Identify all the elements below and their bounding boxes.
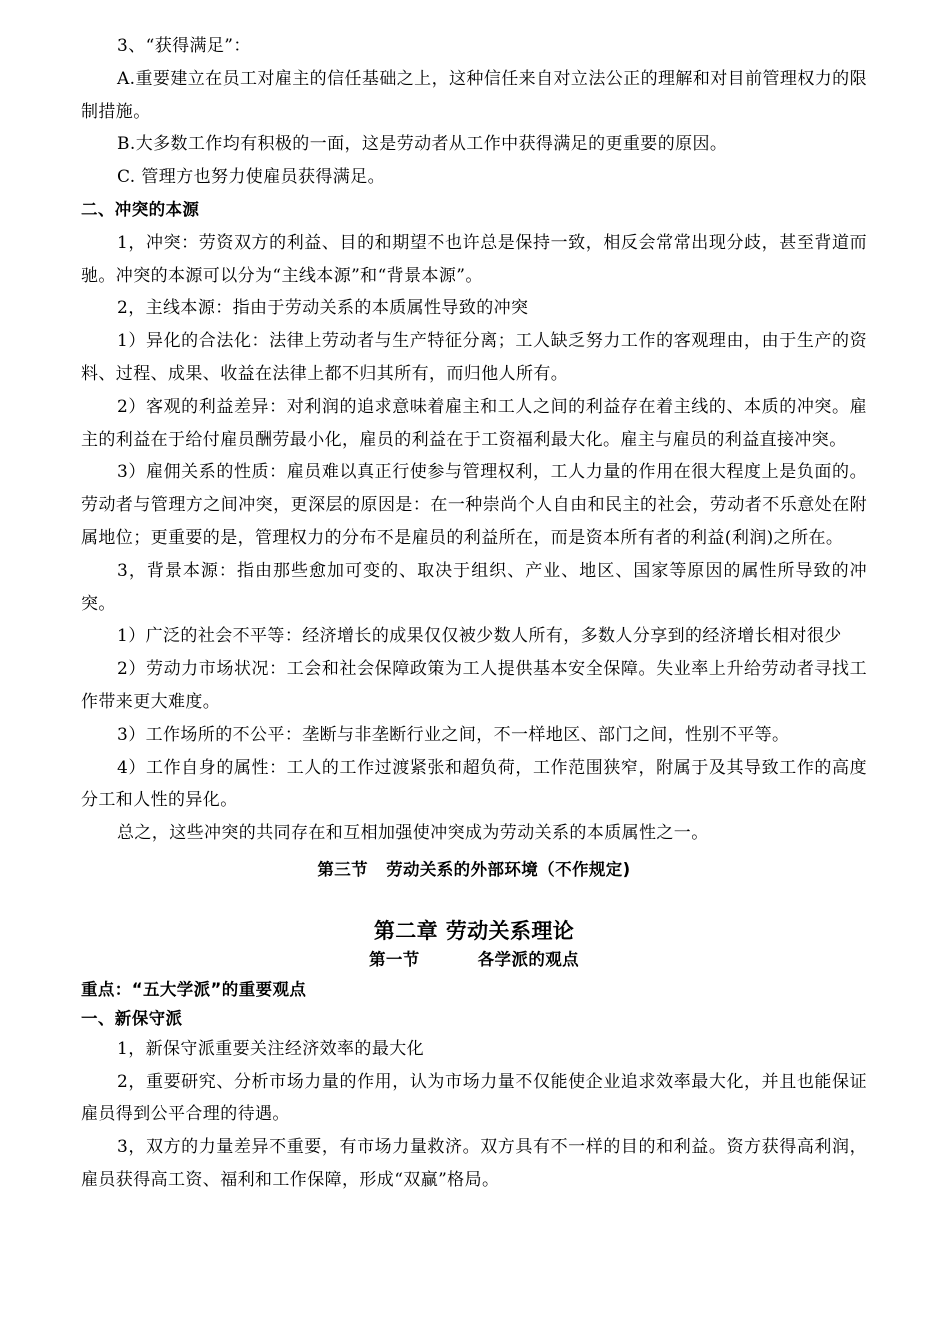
paragraph: 2，重要研究、分析市场力量的作用，认为市场力量不仅能使企业追求效率最大化，并且也能保证雇员得到公平合理的待遇。 bbox=[81, 1071, 867, 1125]
paragraph: 3）雇佣关系的性质：雇员难以真正行使参与管理权利，工人力量的作用在很大程度上是负面的。劳动者与管理方之间冲突，更深层的原因是：在一种崇尚个人自由和民主的社会，劳动者不乐意处在附属地位；更重要的是，管理权力的分布不是雇员的利益所在，而是资本所有者的利益(利润)之所在。 bbox=[81, 462, 867, 548]
section-number: 第三节 bbox=[317, 859, 369, 879]
paragraph: 总之，这些冲突的共同存在和互相加强使冲突成为劳动关系的本质属性之一。 bbox=[117, 823, 709, 844]
paragraph: 2，主线本源：指由于劳动关系的本质属性导致的冲突 bbox=[117, 298, 529, 319]
paragraph: 4）工作自身的属性：工人的工作过渡紧张和超负荷，工作范围狭窄，附属于及其导致工作的高度分工和人性的异化。 bbox=[81, 757, 867, 811]
paragraph: 2）客观的利益差异：对利润的追求意味着雇主和工人之间的利益存在着主线的、本质的冲突。雇主的利益在于给付雇员酬劳最小化，雇员的利益在于工资福利最大化。雇主与雇员的利益直接冲突。 bbox=[81, 396, 867, 450]
paragraph: 1）异化的合法化：法律上劳动者与生产特征分离；工人缺乏努力工作的客观理由，由于生产的资料、过程、成果、收益在法律上都不归其所有，而归他人所有。 bbox=[81, 331, 867, 384]
section-title: 各学派的观点 bbox=[477, 949, 580, 969]
section-heading-conflict: 二、冲突的本源 bbox=[81, 199, 200, 219]
paragraph: 1，冲突：劳资双方的利益、目的和期望不也许总是保持一致，相反会常常出现分歧，甚至背道而驰。冲突的本源可以分为“主线本源”和“背景本源”。 bbox=[81, 232, 867, 286]
paragraph: B.大多数工作均有积极的一面，这是劳动者从工作中获得满足的更重要的原因。 bbox=[117, 134, 728, 155]
section-three-heading bbox=[81, 854, 867, 887]
paragraph: 3）工作场所的不公平：垄断与非垄断行业之间，不一样地区、部门之间，性别不平等。 bbox=[117, 724, 790, 745]
section-heading-school: 一、新保守派 bbox=[81, 1008, 183, 1028]
paragraph: 1，新保守派重要关注经济效率的最大化 bbox=[117, 1038, 425, 1059]
paragraph: 2）劳动力市场状况：工会和社会保障政策为工人提供基本安全保障。失业率上升给劳动者寻找工作带来更大难度。 bbox=[81, 659, 867, 712]
paragraph: A.重要建立在员工对雇主的信任基础之上，这种信任来自对立法公正的理解和对目前管理权力的限制措施。 bbox=[81, 68, 867, 122]
paragraph: 3、“获得满足”： bbox=[117, 36, 251, 56]
key-points-heading: 重点：“五大学派”的重要观点 bbox=[81, 979, 307, 999]
chapter-title: 第二章 劳动关系理论 bbox=[373, 918, 575, 943]
section-number: 第一节 bbox=[368, 949, 420, 969]
section-title: 劳动关系的外部环境（不作规定) bbox=[386, 859, 631, 879]
paragraph: 1）广泛的社会不平等：经济增长的成果仅仅被少数人所有，多数人分享到的经济增长相对很少 bbox=[117, 626, 842, 647]
section-one-heading bbox=[81, 945, 867, 975]
paragraph: 3，双方的力量差异不重要，有市场力量救济。双方具有不一样的目的和利益。资方获得高利润，雇员获得高工资、福利和工作保障，形成“双赢”格局。 bbox=[81, 1137, 867, 1190]
paragraph: 3，背景本源：指由那些愈加可变的、取决于组织、产业、地区、国家等原因的属性所导致的冲突。 bbox=[81, 560, 867, 614]
paragraph: C. 管理方也努力使雇员获得满足。 bbox=[117, 167, 386, 188]
